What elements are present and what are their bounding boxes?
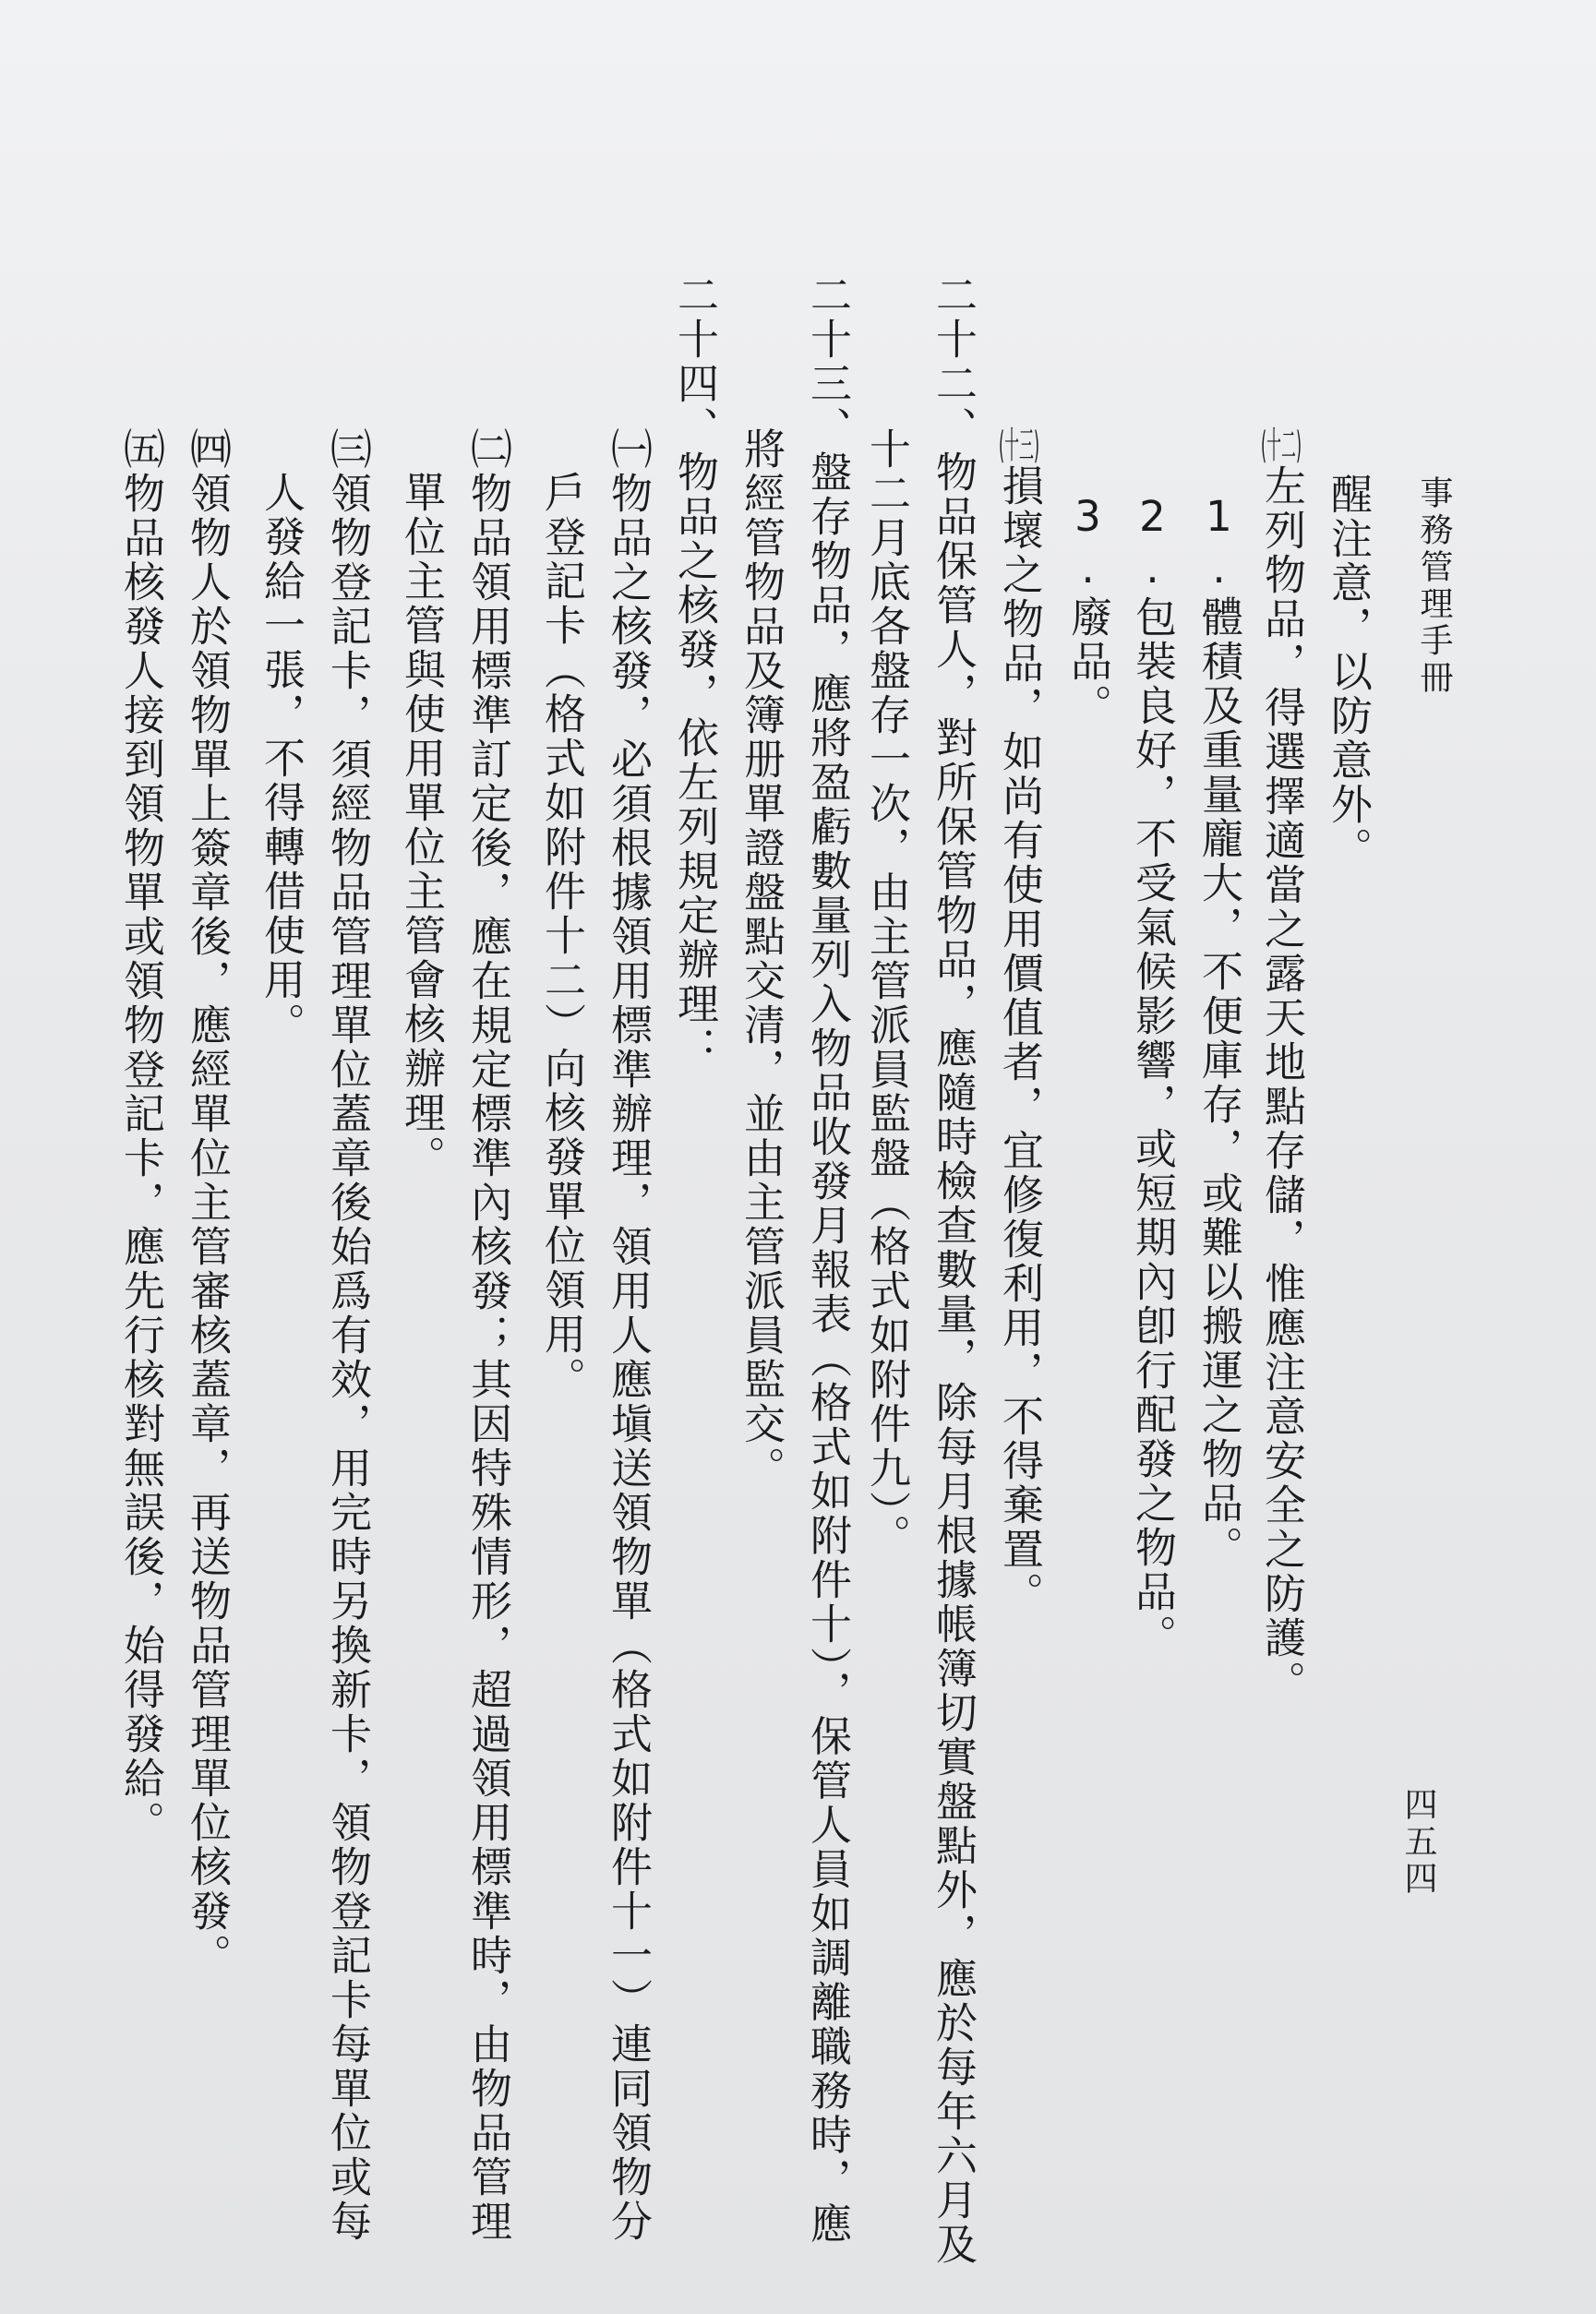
column-text: 單位主管與使用單位主管會核辦理。 <box>397 471 446 1180</box>
column-text: 人發給一張，不得轉借使用。 <box>257 471 306 1047</box>
column-text: 領物登記卡，須經物品管理單位蓋章後始爲有效，用完時另換新卡，領物登記卡每單位或每 <box>323 472 372 2244</box>
column-text: 戶登記卡（格式如附件十二）向核發單位領用。 <box>537 471 586 1401</box>
text-column <box>594 427 661 2244</box>
item-marker: ㈡ <box>463 427 512 472</box>
column-text: 物品核發人接到領物單或領物登記卡，應先行核對無誤後，始得發給。 <box>116 472 165 1845</box>
text-column <box>314 427 380 2244</box>
text-column <box>174 427 240 1978</box>
text-column <box>107 427 174 1845</box>
column-text: 將經管物品及簿册單證盤點交清，並由主管派員監交。 <box>737 427 786 1491</box>
column-text: 物品領用標準訂定後，應在規定標準內核發；其因特殊情形，超過領用標準時，由物品管理 <box>463 472 512 2244</box>
text-column <box>528 471 594 1401</box>
text-column <box>1119 492 1185 1659</box>
text-column <box>1185 492 1252 1570</box>
text-column <box>986 427 1052 1616</box>
section-heading-column <box>794 273 860 2247</box>
text-column <box>727 427 794 1491</box>
text-column <box>454 427 521 2244</box>
text-column <box>1054 492 1121 728</box>
text-column <box>388 471 454 1180</box>
page-number: 四五四 <box>1399 1787 1437 1898</box>
item-marker: ㈠ <box>604 427 653 472</box>
column-text: 十二月底各盤存一次，由主管派員監盤（格式如附件九）。 <box>862 427 911 1559</box>
column-text: 1.體積及重量龐大，不便庫存，或難以搬運之物品。 <box>1194 492 1243 1570</box>
running-header-title: 事務管理手冊 <box>1415 475 1453 697</box>
column-text: 二十四、物品之核發，依左列規定辦理： <box>670 273 719 1071</box>
text-column <box>247 471 314 1047</box>
column-text: 損壞之物品，如尚有使用價值者，宜修復利用，不得棄置。 <box>995 464 1044 1616</box>
section-heading-column <box>919 273 986 2267</box>
item-marker: (十三) <box>999 427 1039 464</box>
text-column <box>1314 473 1381 871</box>
section-heading-column <box>661 273 727 1071</box>
item-marker: ㈤ <box>116 427 165 472</box>
column-text: 左列物品，得選擇適當之露天地點存儲，惟應注意安全之防護。 <box>1257 464 1306 1705</box>
item-marker: (十二) <box>1261 427 1302 464</box>
column-text: 3.廢品。 <box>1063 492 1112 728</box>
column-text: 2.包裝良好，不受氣候影響，或短期內卽行配發之物品。 <box>1128 492 1177 1659</box>
item-marker: ㈢ <box>323 427 372 472</box>
column-text: 領物人於領物單上簽章後，應經單位主管審核蓋章，再送物品管理單位核發。 <box>183 472 232 1978</box>
item-marker: ㈣ <box>183 427 232 472</box>
column-text: 二十三、盤存物品，應將盈虧數量列入物品收發月報表（格式如附件十），保管人員如調離職務時，應 <box>803 273 852 2247</box>
text-column <box>853 427 919 1559</box>
column-text: 物品之核發，必須根據領用標準辦理，領用人應塡送領物單（格式如附件十一）連同領物分 <box>604 472 653 2244</box>
column-text: 二十二、物品保管人，對所保管物品，應隨時檢查數量，除每月根據帳簿切實盤點外，應於每年六月及 <box>929 273 978 2267</box>
column-text: 醒注意，以防意外。 <box>1324 473 1373 871</box>
text-column <box>1248 427 1314 1705</box>
